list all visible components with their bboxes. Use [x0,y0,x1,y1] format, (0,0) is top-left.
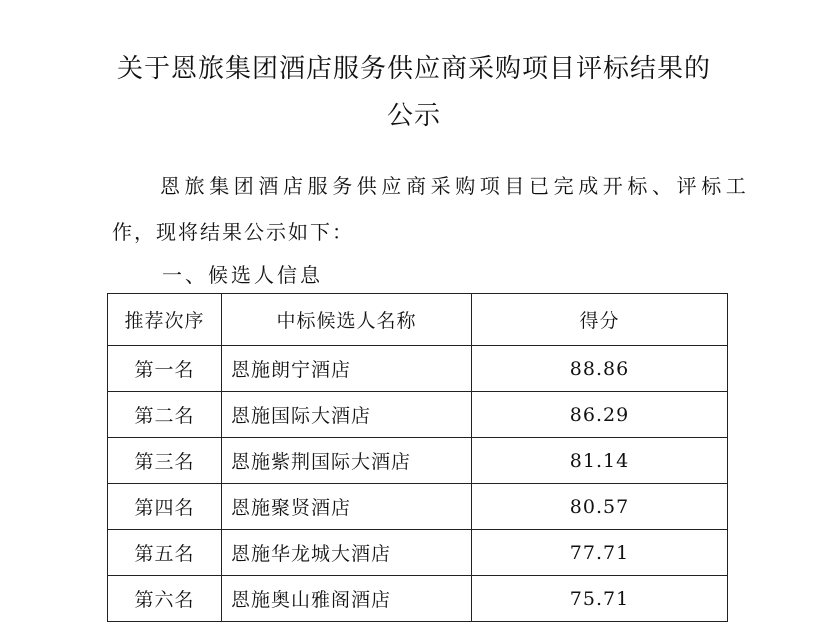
rank-cell: 第一名 [108,346,222,392]
rank-cell: 第五名 [108,530,222,576]
header-candidate-name: 中标候选人名称 [222,294,472,346]
score-cell: 81.14 [472,438,728,484]
section-heading: 一、候选人信息 [162,263,323,287]
candidate-name-cell: 恩施奥山雅阁酒店 [222,576,472,622]
intro-paragraph-line-2: 作，现将结果公示如下： [112,220,354,244]
candidate-name-cell: 恩施聚贤酒店 [222,484,472,530]
rank-cell: 第六名 [108,576,222,622]
header-rank: 推荐次序 [108,294,222,346]
table-row [108,530,728,576]
score-cell: 88.86 [472,346,728,392]
score-cell: 75.71 [472,576,728,622]
score-cell: 77.71 [472,530,728,576]
score-cell: 86.29 [472,392,728,438]
table-header-row [108,294,728,346]
table-row [108,484,728,530]
document-title-line-1: 关于恩旅集团酒店服务供应商采购项目评标结果的 [116,54,711,84]
candidate-name-cell: 恩施紫荆国际大酒店 [222,438,472,484]
table-row [108,576,728,622]
score-cell: 80.57 [472,484,728,530]
table-row [108,346,728,392]
rank-cell: 第四名 [108,484,222,530]
header-score: 得分 [472,294,728,346]
document-title-line-2: 公示 [386,101,441,131]
candidate-name-cell: 恩施国际大酒店 [222,392,472,438]
candidate-name-cell: 恩施华龙城大酒店 [222,530,472,576]
candidate-name-cell: 恩施朗宁酒店 [222,346,472,392]
table-row [108,392,728,438]
candidate-table [107,293,728,622]
table-row [108,438,728,484]
rank-cell: 第三名 [108,438,222,484]
rank-cell: 第二名 [108,392,222,438]
intro-paragraph-line-1: 恩旅集团酒店服务供应商采购项目已完成开标、评标工 [160,174,751,198]
